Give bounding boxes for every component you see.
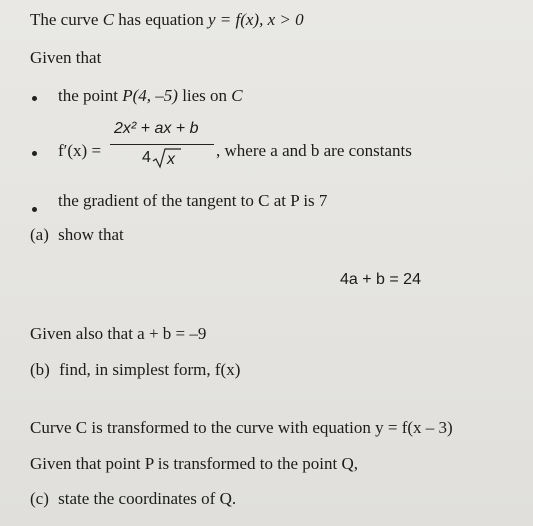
derivative-denominator: [142, 149, 151, 167]
point-p: P(4, –5): [122, 86, 178, 105]
fraction-bar: [110, 144, 214, 145]
intro-line: [30, 10, 304, 30]
bullet-dot-2: [32, 151, 37, 156]
derivative-lhs: f′(x) =: [58, 141, 102, 160]
given-that-heading: Given that: [30, 48, 102, 67]
denominator-coefficient: 4: [142, 149, 151, 166]
bullet-point-line: [58, 86, 243, 106]
part-a-text: show that: [58, 225, 124, 244]
bullet-point-curve: C: [231, 86, 243, 105]
part-c-label: (c): [30, 489, 49, 508]
intro-prefix: The curve: [30, 10, 103, 29]
part-a: [30, 225, 124, 245]
part-a-label: (a): [30, 225, 49, 244]
part-b-label: (b): [30, 360, 50, 379]
intro-equation: y = f(x), x > 0: [207, 10, 304, 29]
intro-curve: C: [102, 10, 115, 29]
part-b-text: find, in simplest form, f(x): [59, 360, 241, 379]
bullet-point-prefix: the point: [58, 86, 123, 105]
transform-line-1: Curve C is transformed to the curve with equation y = f(x – 3): [30, 418, 453, 437]
bullet-point-suffix: lies on: [177, 86, 232, 105]
gradient-line: the gradient of the tangent to C at P is 7: [58, 191, 328, 210]
intro-mid: has equation: [114, 10, 208, 29]
derivative-numerator: 2x² + ax + b: [114, 120, 199, 137]
part-c-text: state the coordinates of Q.: [58, 489, 237, 508]
part-a-result: 4a + b = 24: [340, 271, 421, 288]
derivative-suffix: , where a and b are constants: [216, 141, 412, 160]
transform-line-2: Given that point P is transformed to the point Q,: [30, 454, 358, 473]
part-c: [30, 489, 236, 509]
bullet-dot-1: [32, 96, 37, 101]
part-b: [30, 360, 240, 380]
denominator-variable: x: [167, 151, 175, 168]
given-also-line: Given also that a + b = –9: [30, 324, 207, 343]
bullet-dot-3: [32, 207, 37, 212]
